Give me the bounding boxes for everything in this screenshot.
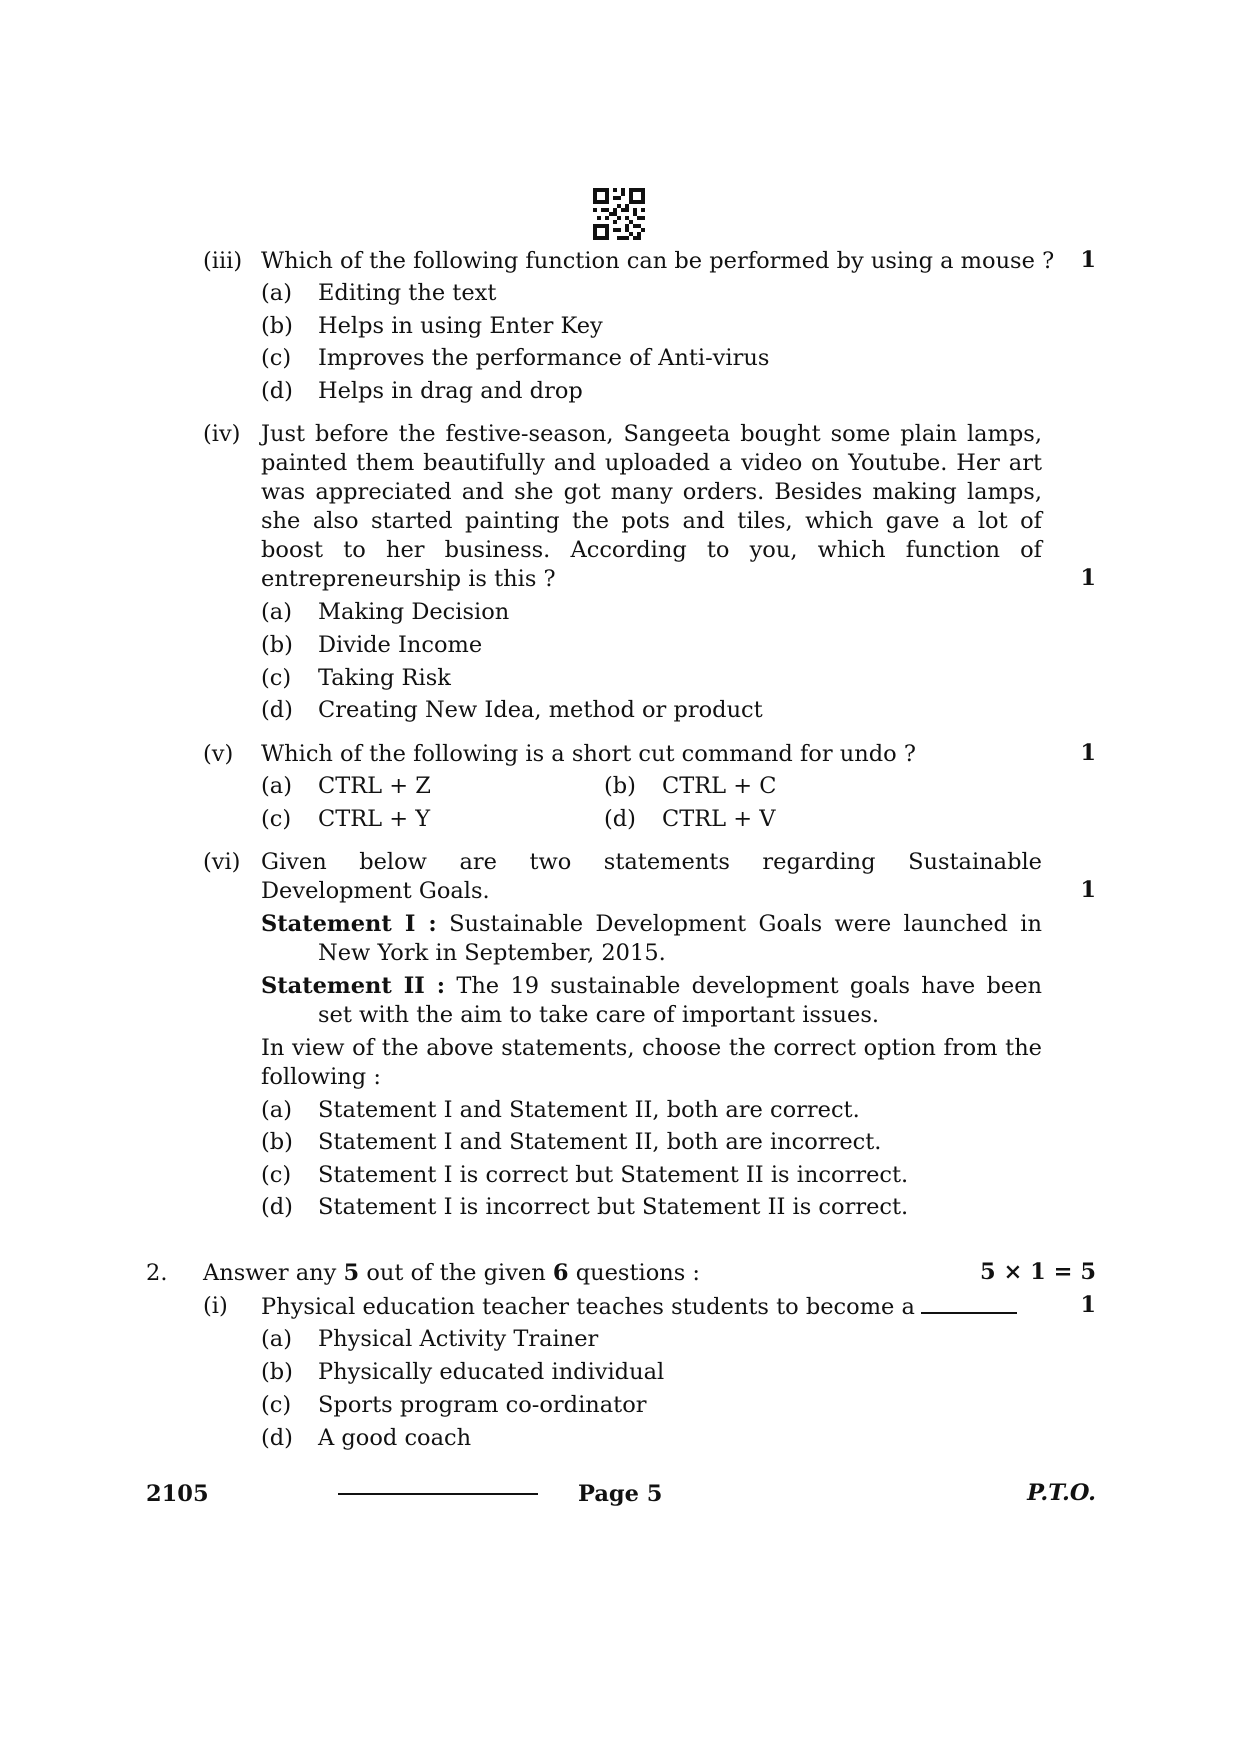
option-label: (b) [261, 632, 293, 658]
option-text: Statement I is correct but Statement II is incorrect. [318, 1162, 909, 1188]
question-number: 2. [146, 1260, 168, 1286]
option-text: Statement I is incorrect but Statement II is correct. [318, 1194, 909, 1220]
option-text: Creating New Idea, method or product [318, 697, 763, 723]
question-marks: 1 [1080, 740, 1096, 766]
option-label: (c) [261, 665, 292, 691]
question-number: (v) [203, 741, 234, 767]
question-text: Which of the following is a short cut command for undo ? [261, 741, 916, 767]
question-marks: 1 [1080, 877, 1096, 903]
question-text: Physical education teacher teaches students to become a [261, 1292, 1017, 1322]
option-text: CTRL + V [662, 806, 776, 832]
question-marks: 1 [1080, 1292, 1096, 1318]
option-text: Editing the text [318, 280, 497, 306]
option-label: (c) [261, 1392, 292, 1418]
option-text: Helps in using Enter Key [318, 313, 603, 339]
option-text: A good coach [318, 1425, 472, 1451]
option-text: CTRL + Z [318, 773, 431, 799]
statement-one-text: Sustainable Development Goals were launched in New York in September, 2015. [318, 911, 1042, 966]
option-label: (d) [261, 1194, 293, 1220]
page-number: Page 5 [578, 1481, 663, 1507]
statement-two-text: The 19 sustainable development goals have been set with the aim to take care of important issues. [318, 973, 1042, 1028]
option-text: Sports program co-ordinator [318, 1392, 647, 1418]
question-text: Just before the festive-season, Sangeeta bought some plain lamps, painted them beautifully and uploaded a video on Youtube. Her art was appreciated and she got many orders. Besides making lamps, she also started painting the pots and tiles, which gave a lot of boost to her business. According to you, which function of entrepreneurship is this ? [261, 421, 1042, 592]
question-text: Answer any 5 out of the given 6 questions : [203, 1260, 701, 1286]
question-marks: 1 [1080, 247, 1096, 273]
option-label: (b) [261, 313, 293, 339]
question-marks: 1 [1080, 565, 1096, 591]
option-label: (a) [261, 773, 292, 799]
question-marks: 5 × 1 = 5 [979, 1259, 1096, 1285]
option-text: CTRL + Y [318, 806, 431, 832]
option-label: (b) [261, 1129, 293, 1155]
option-label: (c) [261, 345, 292, 371]
option-text: Helps in drag and drop [318, 378, 583, 404]
qr-code-icon [593, 188, 645, 240]
question-number: (vi) [203, 849, 241, 875]
footer-divider [338, 1493, 538, 1495]
option-label: (d) [604, 806, 636, 832]
question-text: Which of the following function can be performed by using a mouse ? [261, 248, 1055, 274]
question-number: (iii) [203, 248, 243, 274]
option-text: Statement I and Statement II, both are incorrect. [318, 1129, 882, 1155]
option-text: Making Decision [318, 599, 510, 625]
option-label: (c) [261, 1162, 292, 1188]
option-label: (b) [604, 773, 636, 799]
option-label: (a) [261, 599, 292, 625]
option-text: CTRL + C [662, 773, 777, 799]
option-label: (a) [261, 1097, 292, 1123]
question-text: Given below are two statements regarding Sustainable Development Goals. [261, 849, 1042, 904]
statement-one-label: Statement I : [261, 911, 437, 937]
option-text: Taking Risk [318, 665, 451, 691]
option-text: Divide Income [318, 632, 483, 658]
option-label: (c) [261, 806, 292, 832]
instruction-text: In view of the above statements, choose the correct option from the following : [261, 1035, 1042, 1090]
statement-two [261, 972, 1042, 1030]
pto-label: P.T.O. [1027, 1480, 1096, 1506]
option-text: Improves the performance of Anti-virus [318, 345, 770, 371]
option-label: (b) [261, 1359, 293, 1385]
statement-two-label: Statement II : [261, 973, 446, 999]
option-label: (d) [261, 1425, 293, 1451]
option-text: Physically educated individual [318, 1359, 665, 1385]
option-text: Statement I and Statement II, both are correct. [318, 1097, 860, 1123]
question-number: (iv) [203, 421, 241, 447]
option-label: (d) [261, 378, 293, 404]
option-text: Physical Activity Trainer [318, 1326, 599, 1352]
paper-code: 2105 [146, 1481, 209, 1507]
statement-one [261, 910, 1042, 968]
option-label: (a) [261, 1326, 292, 1352]
option-label: (a) [261, 280, 292, 306]
question-number: (i) [203, 1293, 228, 1319]
option-label: (d) [261, 697, 293, 723]
